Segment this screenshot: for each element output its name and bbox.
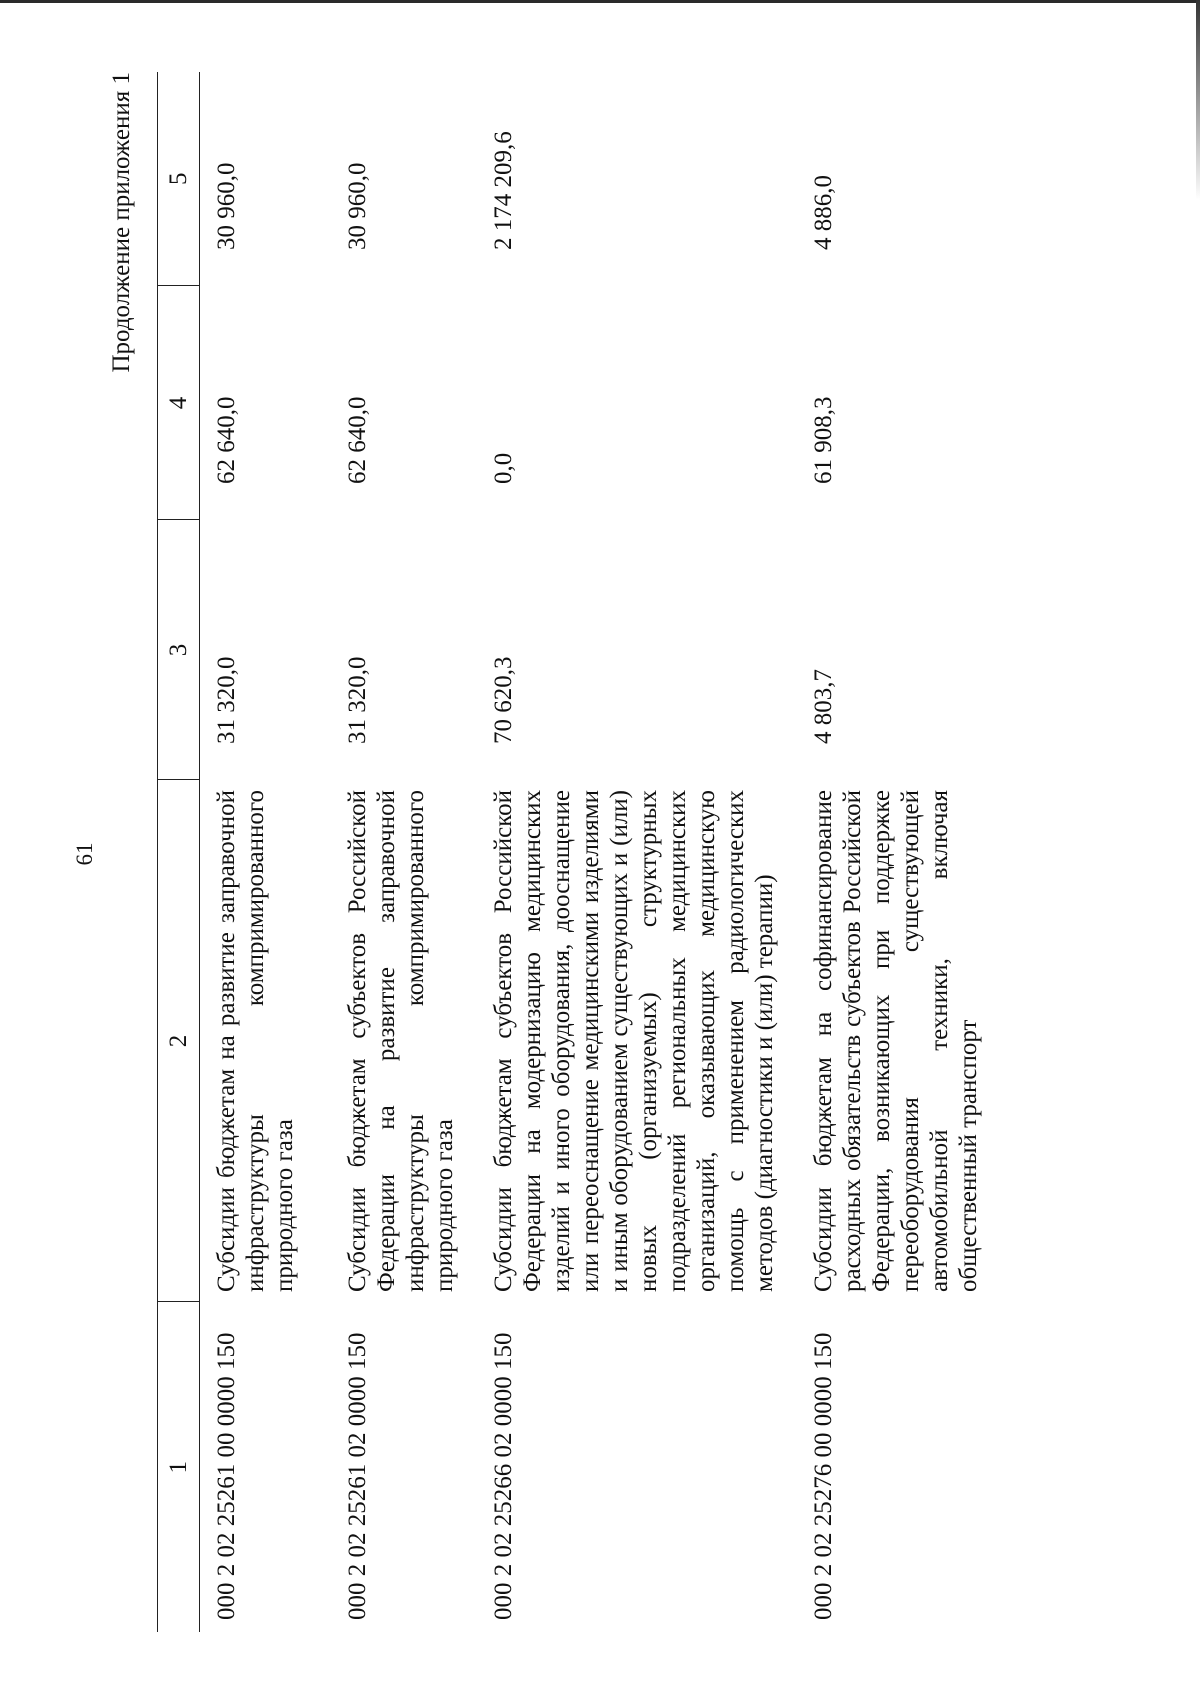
amount-col-4: 0,0	[490, 452, 517, 484]
table-row	[331, 72, 477, 1632]
budget-code: 000 2 02 25261 00 0000 150	[213, 1332, 240, 1620]
amount-col-4: 62 640,0	[213, 396, 240, 484]
budget-table	[157, 72, 1001, 1632]
amount-col-5: 30 960,0	[213, 162, 240, 250]
amount-col-3: 31 320,0	[344, 656, 371, 744]
description: Субсидии бюджетам на развитие заправочной инфраструктуры компримированного природного газа	[213, 790, 298, 1292]
amount-col-5: 4 886,0	[810, 175, 837, 250]
amount-col-4: 61 908,3	[810, 396, 837, 484]
description: Субсидии бюджетам субъектов Российской Федерации на модернизацию медицинских изделий и иного оборудования, дооснащение или переоснащение медицинскими изделиями и иным оборудованием существующих и (или) новых (организуемых) структурных подразделений региональных медицинских организаций, оказывающих медицинскую помощь с применением радиологических методов (диагностики и (или) терапии)	[490, 790, 778, 1292]
table-row	[477, 72, 797, 1632]
table-row	[797, 72, 1001, 1632]
description: Субсидии бюджетам субъектов Российской Федерации на развитие заправочной инфраструктуры компримированного природного газа	[344, 790, 458, 1292]
amount-col-4: 62 640,0	[344, 396, 371, 484]
table-row	[200, 72, 332, 1632]
page-number: 61	[72, 842, 97, 866]
amount-col-3: 31 320,0	[213, 656, 240, 744]
annex-title: Продолжение приложения 1	[108, 72, 135, 373]
header-col-5: 5	[158, 72, 200, 286]
budget-code: 000 2 02 25266 02 0000 150	[490, 1332, 517, 1620]
table-header-row	[158, 72, 200, 1632]
amount-col-5: 30 960,0	[344, 162, 371, 250]
amount-col-3: 70 620,3	[490, 656, 517, 744]
header-col-1: 1	[158, 1302, 200, 1632]
amount-col-3: 4 803,7	[810, 669, 837, 744]
budget-code: 000 2 02 25261 02 0000 150	[344, 1332, 371, 1620]
amount-col-5: 2 174 209,6	[490, 131, 517, 250]
description: Субсидии бюджетам на софинансирование расходных обязательств субъектов Российской Федерации, возникающих при поддержке переоборудования существующей автомобильной техники, включая общественный транспорт	[810, 790, 982, 1292]
header-col-3: 3	[158, 520, 200, 780]
header-col-2: 2	[158, 780, 200, 1302]
budget-code: 000 2 02 25276 00 0000 150	[810, 1332, 837, 1620]
header-col-4: 4	[158, 286, 200, 520]
